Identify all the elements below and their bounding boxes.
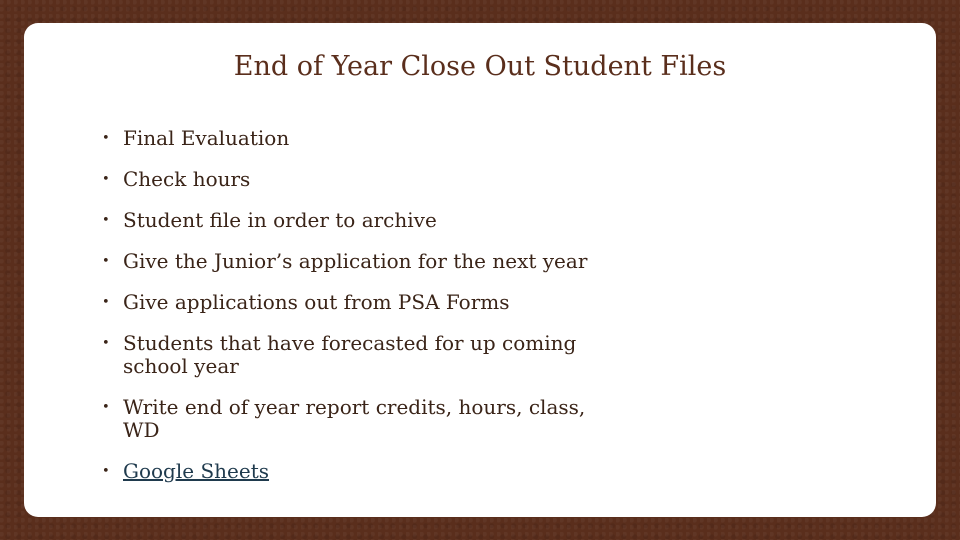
- bullet-item: [102, 168, 622, 191]
- bullet-item: [102, 332, 622, 378]
- bullet-item: [102, 127, 622, 150]
- bullet-icon: •: [102, 336, 110, 351]
- bullet-icon: •: [102, 172, 110, 187]
- bullet-icon: •: [102, 400, 110, 415]
- bullet-text: Student file in order to archive: [123, 208, 437, 232]
- bullet-list: [102, 127, 622, 501]
- bullet-item: [102, 460, 622, 483]
- bullet-text: Check hours: [123, 167, 251, 191]
- bullet-icon: •: [102, 213, 110, 228]
- bullet-text: Write end of year report credits, hours, class, WD: [123, 395, 586, 442]
- bullet-icon: •: [102, 295, 110, 310]
- bullet-icon: •: [102, 254, 110, 269]
- bullet-item: [102, 250, 622, 273]
- bullet-item: [102, 291, 622, 314]
- bullet-icon: •: [102, 464, 110, 479]
- bullet-icon: •: [102, 131, 110, 146]
- bullet-item: [102, 396, 622, 442]
- bullet-text: Give the Junior’s application for the next year: [123, 249, 588, 273]
- bullet-item: [102, 209, 622, 232]
- bullet-text: Give applications out from PSA Forms: [123, 290, 510, 314]
- slide-title: End of Year Close Out Student Files: [233, 51, 727, 82]
- bullet-text: Final Evaluation: [123, 126, 290, 150]
- google-sheets-link[interactable]: Google Sheets: [123, 459, 270, 483]
- slide-card: [24, 23, 936, 517]
- bullet-text: Students that have forecasted for up coming school year: [123, 331, 577, 378]
